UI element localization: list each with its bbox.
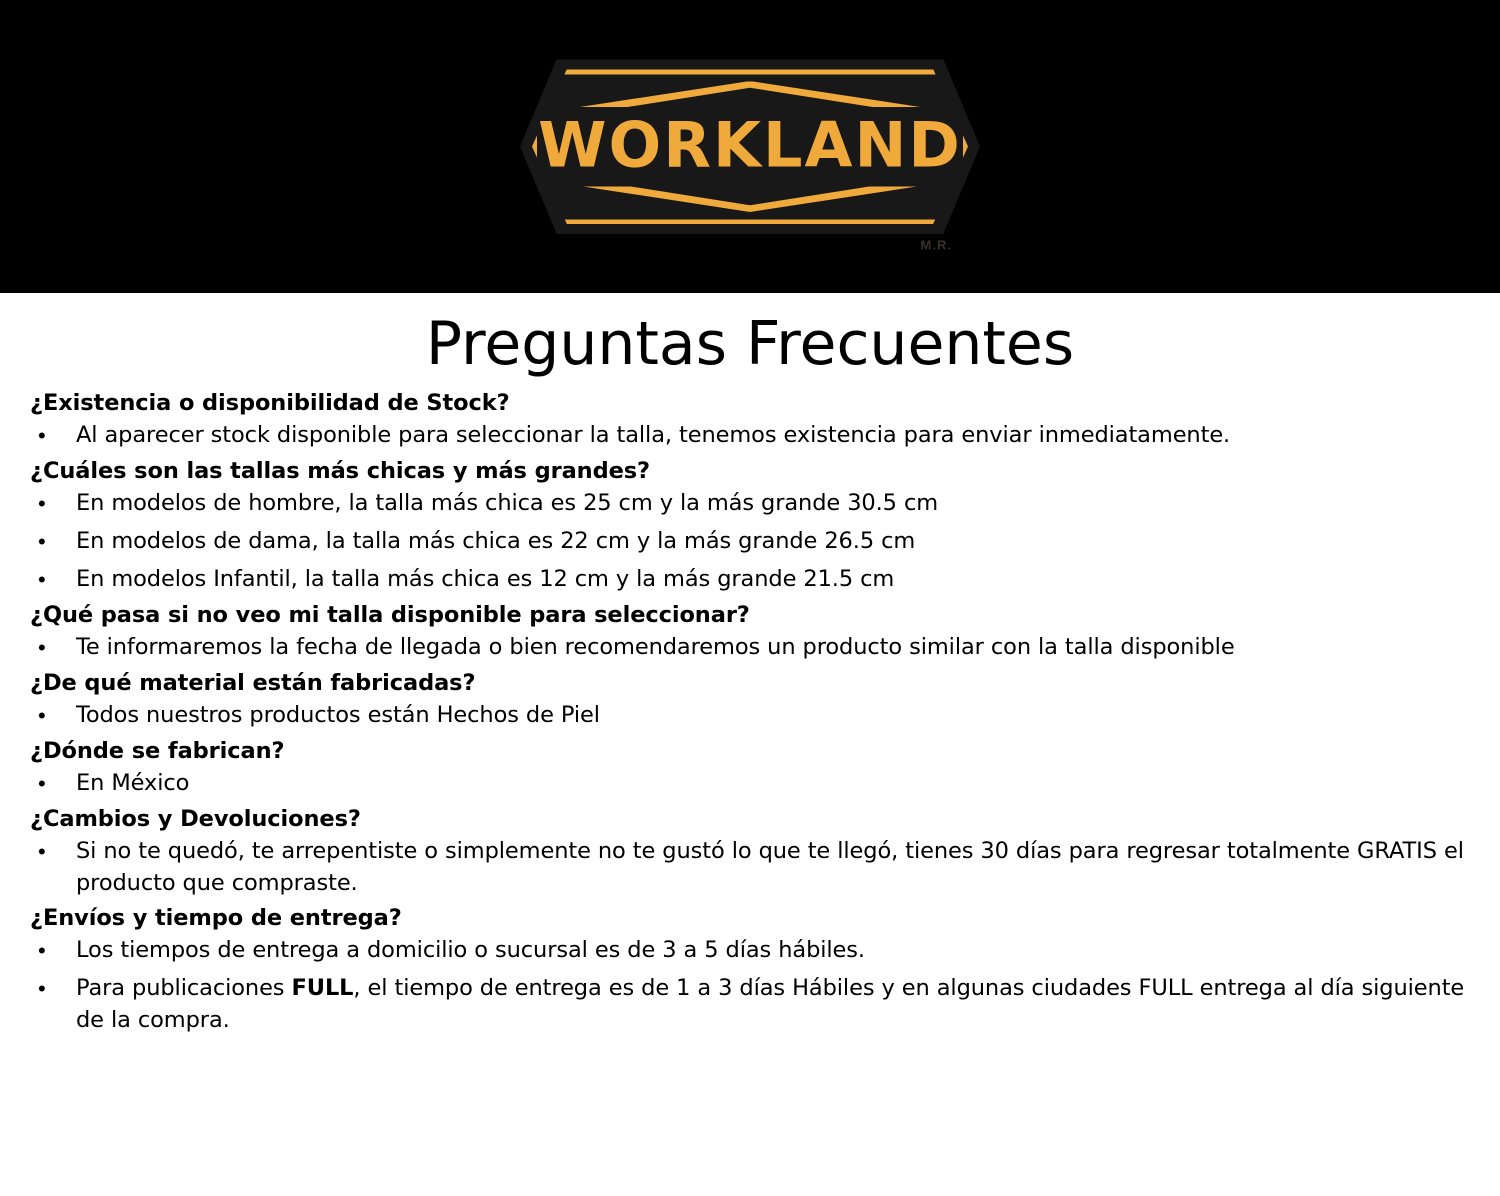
faq-question: ¿Envíos y tiempo de entrega? [30,905,402,932]
faq-answer: Al aparecer stock disponible para seleccionar la talla, tenemos existencia para enviar inmediatamente. [76,422,1231,448]
trademark-mark: M.R. [920,237,952,252]
faq-answer: Si no te quedó, te arrepentiste o simplemente no te gustó lo que te llegó, tienes 30 días para regresar totalmente GRATIS el producto que compraste. [76,837,1464,896]
bullet-icon: • [38,566,46,592]
faq-item-fabricacion [30,738,1470,800]
faq-answer: Todos nuestros productos están Hechos de Piel [76,701,600,728]
faq-answer: En modelos Infantil, la talla más chica es 12 cm y la más grande 21.5 cm [76,565,895,592]
workland-logo [520,59,980,252]
faq-bullet [30,973,1470,1037]
faq-answer: En modelos de hombre, la talla más chica es 25 cm y la más grande 30.5 cm [76,489,939,516]
bullet-icon: • [38,770,46,796]
faq-item-envios [30,905,1470,1037]
faq-answer: Te informaremos la fecha de llegada o bien recomendaremos un producto similar con la talla disponible [76,633,1235,660]
faq-answer: En modelos de dama, la talla más chica es 22 cm y la más grande 26.5 cm [76,527,916,554]
bullet-icon: • [38,490,46,516]
faq-bullet [30,526,1470,558]
faq-question: ¿De qué material están fabricadas? [30,669,476,696]
faq-question: ¿Cambios y Devoluciones? [30,805,361,832]
faq-bullet [30,564,1470,596]
faq-item-stock [30,390,1470,452]
faq-answer-full: Para publicaciones FULL, el tiempo de entrega es de 1 a 3 días Hábiles y en algunas ciudades FULL entrega al día siguiente de la compra. [76,975,1465,1034]
faq-question: ¿Cuáles son las tallas más chicas y más grandes? [30,457,650,484]
faq-item-material [30,670,1470,732]
faq-answer: En México [76,769,190,796]
faq-item-tallas [30,458,1470,596]
faq-content [0,293,1500,1037]
faq-bullet [30,700,1470,732]
faq-question: ¿Existencia o disponibilidad de Stock? [30,390,510,416]
faq-item-talla-no-disponible [30,602,1470,664]
faq-bullet [30,488,1470,520]
bullet-icon: • [38,634,46,660]
bullet-icon: • [38,528,46,554]
faq-bullet [30,836,1470,900]
bullet-icon: • [38,938,46,964]
brand-banner [0,0,1500,293]
bullet-icon: • [38,423,46,448]
bullet-icon: • [38,838,46,864]
faq-item-cambios-devoluciones [30,806,1470,900]
faq-bullet [30,768,1470,800]
brand-name: WORKLAND [538,108,962,182]
bullet-icon: • [38,976,46,1002]
faq-question: ¿Qué pasa si no veo mi talla disponible para seleccionar? [30,601,750,628]
faq-bullet [30,420,1470,452]
faq-answer: Los tiempos de entrega a domicilio o sucursal es de 3 a 5 días hábiles. [76,937,865,964]
bullet-icon: • [38,702,46,728]
page-title: Preguntas Frecuentes [425,309,1075,379]
faq-bullet [30,935,1470,967]
faq-bullet [30,632,1470,664]
faq-question: ¿Dónde se fabrican? [30,737,285,764]
